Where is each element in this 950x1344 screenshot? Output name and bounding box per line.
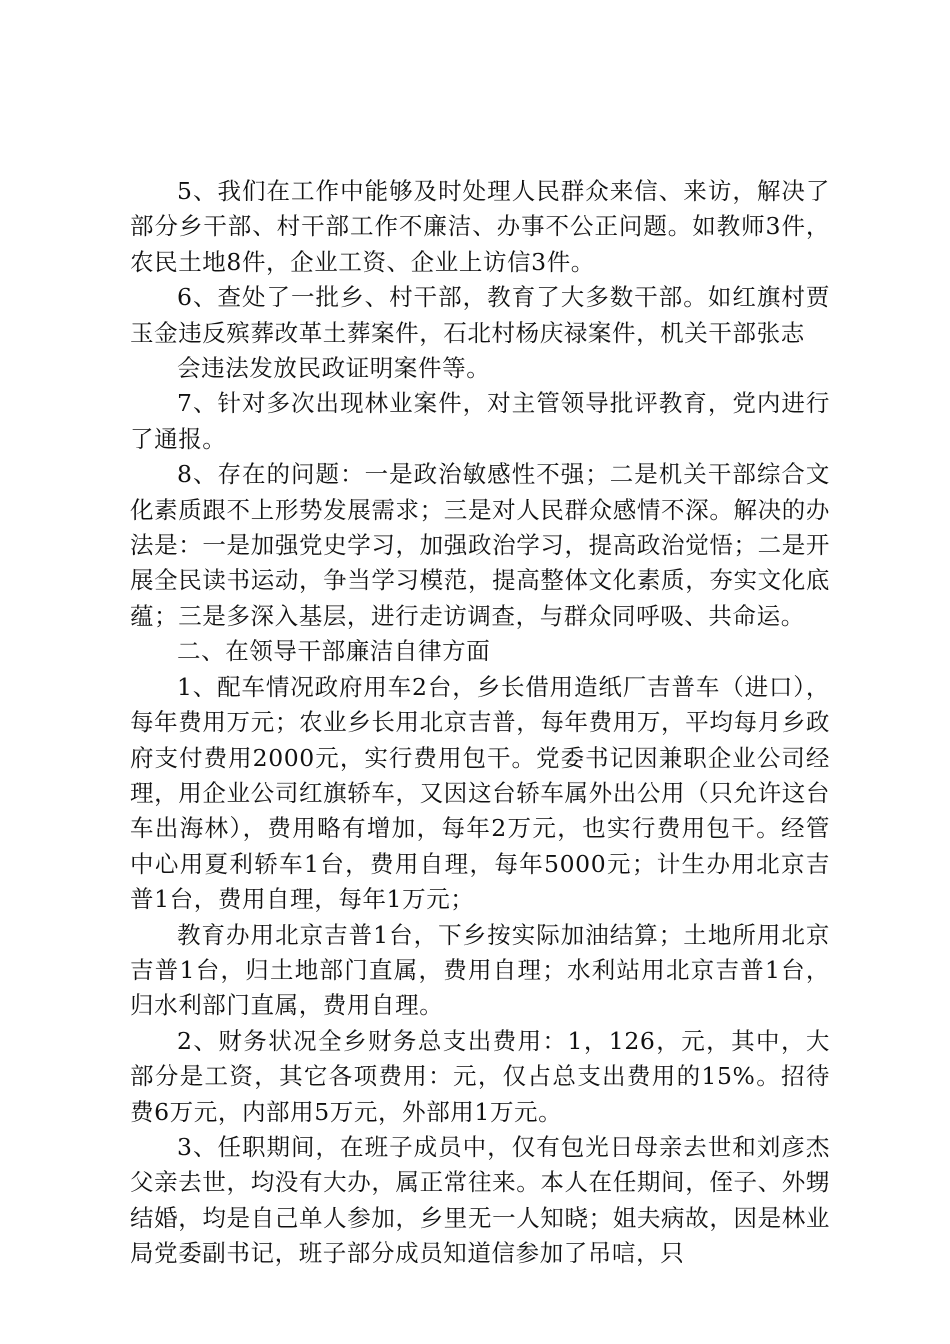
- paragraph-7: 7、针对多次出现林业案件，对主管领导批评教育，党内进行了通报。: [130, 389, 830, 453]
- section-heading-2: 二、在领导干部廉洁自律方面: [177, 637, 491, 666]
- paragraph-5: 5、我们在工作中能够及时处理人民群众来信、来访，解决了部分乡干部、村干部工作不廉洁、办事不公正问题。如教师3件，农民土地8件，企业工资、企业上访信3件。: [130, 177, 830, 276]
- paragraph-tenure: 3、任职期间，在班子成员中，仅有包光日母亲去世和刘彦杰父亲去世，均没有大办，属正常往来。本人在任期间，侄子、外甥结婚，均是自己单人参加，乡里无一人知晓；姐夫病故，因是林业局党委副书记，班子部分成员知道信参加了吊唁，只: [130, 1132, 830, 1268]
- paragraph-8: 8、存在的问题：一是政治敏感性不强；二是机关干部综合文化素质跟不上形势发展需求；三是对人民群众感情不深。解决的办法是：一是加强党史学习，加强政治学习，提高政治觉悟；二是开展全民读书运动，争当学习模范，提高整体文化素质，夯实文化底蕴；三是多深入基层，进行走访调查，与群众同呼吸、共命运。: [130, 460, 830, 630]
- paragraph-6-continued: 会违法发放民政证明案件等。: [177, 354, 491, 383]
- paragraph-vehicles: 1、配车情况政府用车2台，乡长借用造纸厂吉普车（进口），每年费用万元；农业乡长用北京吉普，每年费用万，平均每月乡政府支付费用2000元，实行费用包干。党委书记因兼职企业公司经理，用企业公司红旗轿车，又因这台轿车属外出公用（只允许这台车出海林），费用略有增加，每年2万元，也实行费用包干。经管中心用夏利轿车1台，费用自理，每年5000元；计生办用北京吉普1台，费用自理，每年1万元；: [130, 672, 830, 914]
- paragraph-6: 6、查处了一批乡、村干部，教育了大多数干部。如红旗村贾玉金违反殡葬改革土葬案件，石北村杨庆禄案件，机关干部张志: [130, 283, 830, 347]
- document-body: [130, 174, 830, 1272]
- paragraph-finance: 2、财务状况全乡财务总支出费用：1，126，元，其中，大部分是工资，其它各项费用：元，仅占总支出费用的15%。招待费6万元，内部用5万元，外部用1万元。: [130, 1026, 830, 1126]
- paragraph-vehicles-continued: 教育办用北京吉普1台，下乡按实际加油结算；土地所用北京吉普1台，归土地部门直属，费用自理；水利站用北京吉普1台，归水利部门直属，费用自理。: [130, 920, 830, 1020]
